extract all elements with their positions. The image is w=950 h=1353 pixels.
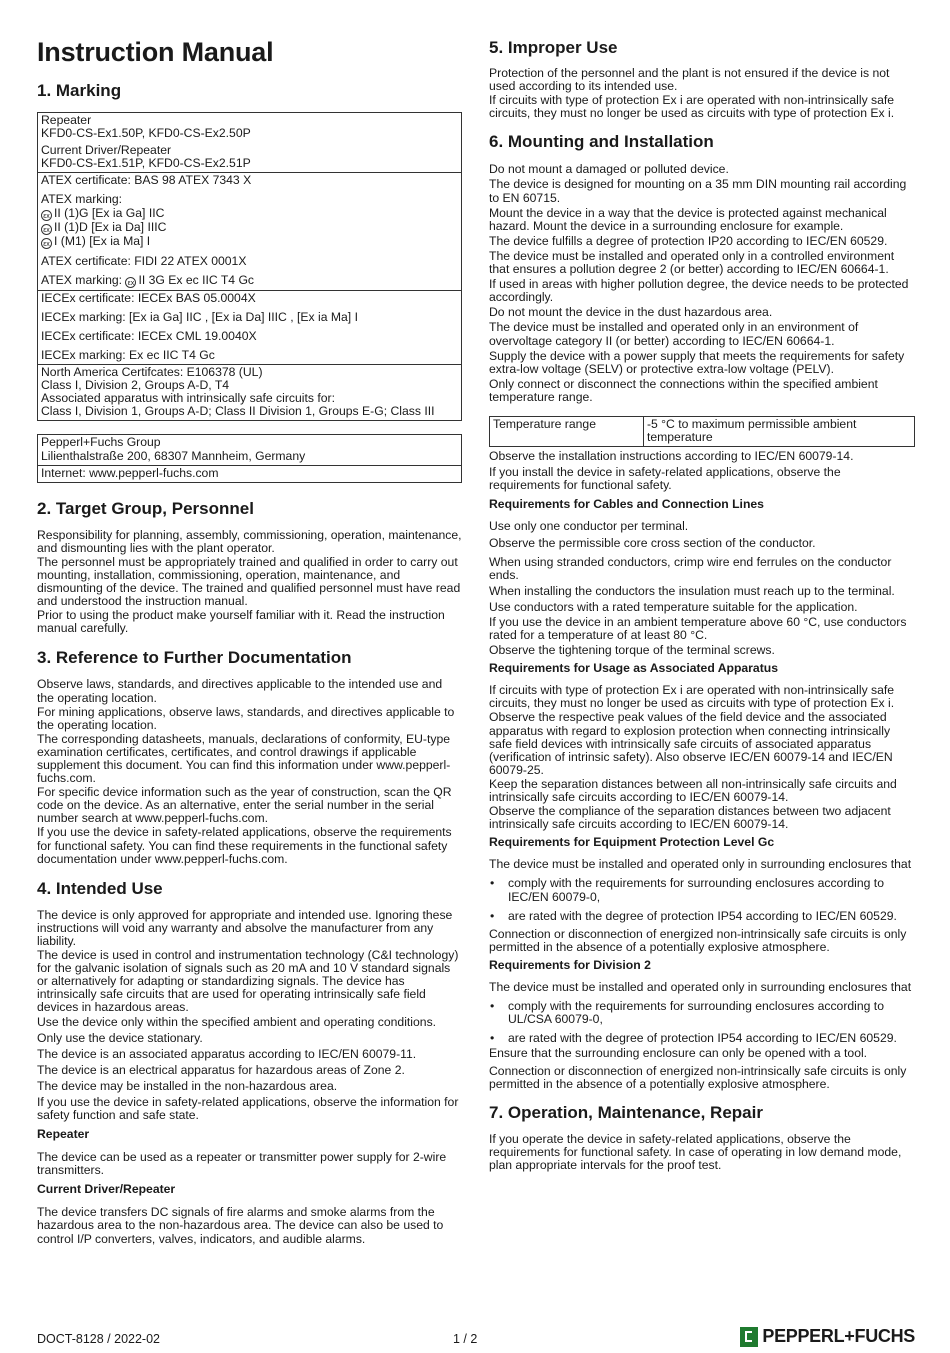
na-class: Class I, Division 2, Groups A-D, T4 — [41, 378, 230, 393]
section-2-body — [37, 529, 462, 636]
na-class-detail: Class I, Division 1, Groups A-D; Class II Division 1, Groups E-G; Class III — [41, 404, 435, 419]
paragraph: Observe the permissible core cross section of the conductor. — [489, 535, 816, 550]
paragraph: Do not mount a damaged or polluted device. — [489, 162, 729, 177]
iecex-cert-1: IECEx certificate: IECEx BAS 05.0004X — [41, 290, 256, 305]
paragraph: The device must be installed and operated only in surrounding enclosures that — [489, 857, 912, 872]
paragraph: The device is used in control and instrumentation technology (C&I technology) for the galvanic isolation of signals such as 20 mA and 10 V standard signals or alternatively for adapting or standardizing signals. The device has intrinsically safe circuits that are used for operating intrinsically safe field devices in hazardous areas. — [37, 948, 459, 1015]
marking-cell-north-america — [38, 364, 461, 420]
paragraph: If used in areas with higher pollution degree, the device needs to be protected accordingly. — [489, 277, 909, 305]
paragraph: The device is only approved for appropriate and intended use. Ignoring these instructions will void any warranty and absolve the manufacturer from any liability. — [37, 907, 453, 948]
atex-marking-2: ATEX marking: εx II 3G Ex ec IIC T4 Gc — [41, 272, 255, 287]
ex-symbol-icon: εx — [41, 224, 52, 235]
na-cert: North America Certifcates: E106378 (UL) — [41, 365, 263, 380]
ex-symbol-icon: εx — [125, 277, 136, 288]
paragraph: Observe the tightening torque of the terminal screws. — [489, 643, 775, 658]
iecex-cert-2: IECEx certificate: IECEx CML 19.0040X — [41, 328, 257, 343]
section-2-heading: 2. Target Group, Personnel — [37, 498, 254, 518]
marking-cell-atex — [38, 172, 461, 289]
page-footer — [37, 1326, 917, 1346]
paragraph: If circuits with type of protection Ex i are operated with non-intrinsically safe circuits, they must no longer be used as circuits with type of protection Ex i. — [489, 683, 895, 711]
paragraph: Observe the compliance of the separation distances between two adjacent intrinsically safe circuits according to IEC/EN 60079-14. — [489, 804, 891, 832]
section-6-heading: 6. Mounting and Installation — [489, 132, 714, 152]
brand-logo-icon — [740, 1327, 758, 1347]
ex-symbol-icon: εx — [41, 210, 52, 221]
paragraph: The personnel must be appropriately trained and qualified in order to carry out mounting, installation, commissioning, operation, maintenance, and dismounting of the device. The trained and qualified personnel must have read and understood the instruction manual. — [37, 554, 461, 609]
epl-subheading: Requirements for Equipment Protection Level Gc — [489, 835, 775, 850]
paragraph: Ensure that the surrounding enclosure can only be opened with a tool. — [489, 1046, 868, 1061]
atex-marking-line-3: εx I (M1) [Ex ia Ma] I — [41, 235, 458, 249]
paragraph: Observe the respective peak values of the field device and the associated apparatus with regard to explosion protection when connecting intrinsically safe field devices with intrinsically safe circuits of associated apparatus (verification of intrinsic safety). Also observe IEC/EN 60079-14 and IEC/EN 60079-25. — [489, 710, 893, 777]
section-5-heading: 5. Improper Use — [489, 38, 618, 57]
paragraph: The device is an associated apparatus according to IEC/EN 60079-11. — [37, 1046, 417, 1061]
section-4-body — [37, 909, 462, 1246]
paragraph: When using stranded conductors, crimp wire end ferrules on the conductor ends. — [489, 554, 892, 582]
company-website-link[interactable]: Internet: www.pepperl-fuchs.com — [41, 465, 219, 480]
list-item: • are rated with the degree of protection IP54 according to IEC/EN 60529. — [489, 910, 915, 923]
paragraph: Responsibility for planning, assembly, commissioning, operation, maintenance, and dismounting lies with the plant operator. — [37, 527, 462, 555]
list-item: • comply with the requirements for surrounding enclosures according to IEC/EN 60079-0, — [489, 877, 915, 903]
paragraph: If circuits with type of protection Ex i are operated with non-intrinsically safe circuits, they must no longer be used as circuits with type of protection Ex i. — [489, 93, 895, 121]
division-2-subheading: Requirements for Division 2 — [489, 957, 651, 972]
section-3-heading: 3. Reference to Further Documentation — [37, 648, 352, 668]
atex-marking-label: ATEX marking: — [41, 192, 123, 207]
section-5-body — [489, 67, 915, 120]
brand-logo — [740, 1326, 915, 1347]
section-7-body — [489, 1133, 915, 1172]
paragraph: The device must be installed and operated only in an environment of overvoltage category II (or better) according to IEC/EN 60664-1. — [489, 320, 859, 348]
atex-marking-line-1: εx II (1)G [Ex ia Ga] IIC — [41, 207, 458, 221]
paragraph: Observe the installation instructions according to IEC/EN 60079-14. — [489, 449, 854, 464]
paragraph: The device must be installed and operated only in a controlled environment that ensures a pollution degree 2 (or better) according to IEC/EN 60664-1. — [489, 248, 895, 277]
section-1-heading: 1. Marking — [37, 81, 122, 100]
paragraph: Only connect or disconnect the connections within the specified ambient temperature range. — [489, 376, 878, 404]
paragraph: Mount the device in a way that the device is protected against mechanical hazard. Mount the device in a surrounding enclosure for example. — [489, 205, 887, 233]
paragraph: Use the device only within the specified ambient and operating conditions. — [37, 1014, 437, 1029]
marking-cell-models — [38, 113, 461, 172]
driver-subheading: Current Driver/Repeater — [37, 1182, 176, 1197]
repeater-label: Repeater — [41, 113, 92, 127]
page-title: Instruction Manual — [37, 37, 274, 67]
paragraph: If you use the device in an ambient temperature above 60 °C, use conductors rated for a temperature of at least 80 °C. — [489, 615, 907, 643]
atex-cert-1: ATEX certificate: BAS 98 ATEX 7343 X — [41, 173, 252, 188]
list-item: • comply with the requirements for surrounding enclosures according to UL/CSA 60079-0, — [489, 1000, 915, 1026]
paragraph: Observe laws, standards, and directives applicable to the intended use and the operating location. — [37, 677, 443, 705]
paragraph: Connection or disconnection of energized non-intrinsically safe circuits is only permitted in the absence of a potentially explosive atmosphere. — [489, 926, 907, 954]
paragraph: Use only one conductor per terminal. — [489, 519, 689, 534]
temperature-label: Temperature range — [490, 417, 644, 446]
paragraph: Connection or disconnection of energized non-intrinsically safe circuits is only permitted in the absence of a potentially explosive atmosphere. — [489, 1064, 907, 1092]
temperature-table — [489, 416, 915, 447]
paragraph: The corresponding datasheets, manuals, declarations of conformity, EU-type examination certificates, certificates, and control drawings if applicable supplement this document. You can find this information under www.pepperl-fuchs.com. — [37, 731, 451, 786]
paragraph: If you use the device in safety-related applications, observe the information for safety function and safe state. — [37, 1094, 459, 1123]
paragraph: Only use the device stationary. — [37, 1030, 203, 1045]
repeater-models: KFD0-CS-Ex1.50P, KFD0-CS-Ex2.50P — [41, 126, 251, 141]
paragraph: Supply the device with a power supply that meets the requirements for safety extra-low voltage (SELV) or protective extra-low voltage (PELV). — [489, 348, 905, 376]
iecex-marking-2: IECEx marking: Ex ec IIC T4 Gc — [41, 347, 215, 362]
marking-cell-iecex — [38, 290, 461, 364]
paragraph: For specific device information such as the year of construction, scan the QR code on the device. As an alternative, enter the serial number in the serial number search at www.pepperl-fuchs.com. — [37, 785, 452, 826]
paragraph: If you install the device in safety-related applications, observe the requirements for functional safety. — [489, 465, 841, 493]
ex-symbol-icon: εx — [41, 238, 52, 249]
paragraph: The device must be installed and operated only in surrounding enclosures that — [489, 979, 912, 994]
paragraph: Keep the separation distances between all non-intrinsically safe circuits and intrinsically safe circuits according to IEC/EN 60079-14. — [489, 776, 897, 805]
paragraph: Do not mount the device in the dust hazardous area. — [489, 305, 773, 320]
atex-cert-2: ATEX certificate: FIDI 22 ATEX 0001X — [41, 253, 247, 268]
paragraph: Prior to using the product make yourself familiar with it. Read the instruction manual carefully. — [37, 608, 445, 636]
company-address-cell — [38, 435, 461, 464]
marking-table — [37, 112, 462, 421]
company-internet-cell — [38, 465, 461, 482]
paragraph: For mining applications, observe laws, standards, and directives applicable to the operating location. — [37, 704, 455, 732]
paragraph: If you operate the device in safety-related applications, observe the requirements for functional safety. In case of operating in low demand mode, plan appropriate intervals for the proof test. — [489, 1131, 902, 1172]
paragraph: If you use the device in safety-related applications, observe the requirements for functional safety. You can find these requirements in the functional safety documentation under www.pepperl-fuchs.com. — [37, 825, 452, 866]
paragraph: The device transfers DC signals of fire alarms and smoke alarms from the hazardous area to the non-hazardous area. The device can also be used to control I/P converters, valves, indicators, and audible alarms. — [37, 1205, 444, 1246]
atex-marking-line-2: εx II (1)D [Ex ia Da] IIIC — [41, 221, 458, 235]
division-2-list — [489, 1000, 915, 1045]
list-item: • are rated with the degree of protection IP54 according to IEC/EN 60529. — [489, 1032, 915, 1045]
brand-name: PEPPERL+FUCHS — [762, 1326, 915, 1346]
company-name: Pepperl+Fuchs Group — [41, 435, 161, 450]
repeater-subheading: Repeater — [37, 1127, 90, 1142]
left-column — [37, 0, 462, 1246]
right-column — [489, 0, 915, 1172]
paragraph: When installing the conductors the insulation must reach up to the terminal. — [489, 583, 895, 598]
company-table — [37, 434, 462, 482]
driver-label: Current Driver/Repeater — [41, 143, 172, 158]
paragraph: The device is designed for mounting on a 35 mm DIN mounting rail according to EN 60715. — [489, 177, 907, 205]
section-6-body — [489, 163, 915, 1091]
cables-subheading: Requirements for Cables and Connection Lines — [489, 497, 764, 512]
paragraph: Use conductors with a rated temperature suitable for the application. — [489, 599, 858, 614]
section-3-body — [37, 678, 462, 865]
company-address: Lilienthalstraße 200, 68307 Mannheim, Germany — [41, 448, 306, 463]
paragraph: The device is an electrical apparatus for hazardous areas of Zone 2. — [37, 1062, 405, 1077]
na-assoc: Associated apparatus with intrinsically safe circuits for: — [41, 391, 335, 406]
epl-list — [489, 877, 915, 922]
associated-apparatus-subheading: Requirements for Usage as Associated Apparatus — [489, 661, 778, 676]
paragraph: The device can be used as a repeater or transmitter power supply for 2-wire transmitters. — [37, 1150, 447, 1178]
paragraph: The device fulfills a degree of protection IP20 according to IEC/EN 60529. — [489, 233, 888, 248]
driver-models: KFD0-CS-Ex1.51P, KFD0-CS-Ex2.51P — [41, 156, 251, 171]
page-number: 1 / 2 — [453, 1332, 478, 1346]
section-7-heading: 7. Operation, Maintenance, Repair — [489, 1102, 763, 1122]
section-4-heading: 4. Intended Use — [37, 878, 163, 898]
temperature-value: -5 °C to maximum permissible ambient temperature — [646, 416, 857, 445]
document-id: DOCT-8128 / 2022-02 — [37, 1332, 160, 1346]
paragraph: Protection of the personnel and the plant is not ensured if the device is not used according to its intended use. — [489, 66, 890, 94]
paragraph: The device may be installed in the non-hazardous area. — [37, 1078, 338, 1093]
iecex-marking-1: IECEx marking: [Ex ia Ga] IIC , [Ex ia Da] IIIC , [Ex ia Ma] I — [41, 309, 358, 324]
